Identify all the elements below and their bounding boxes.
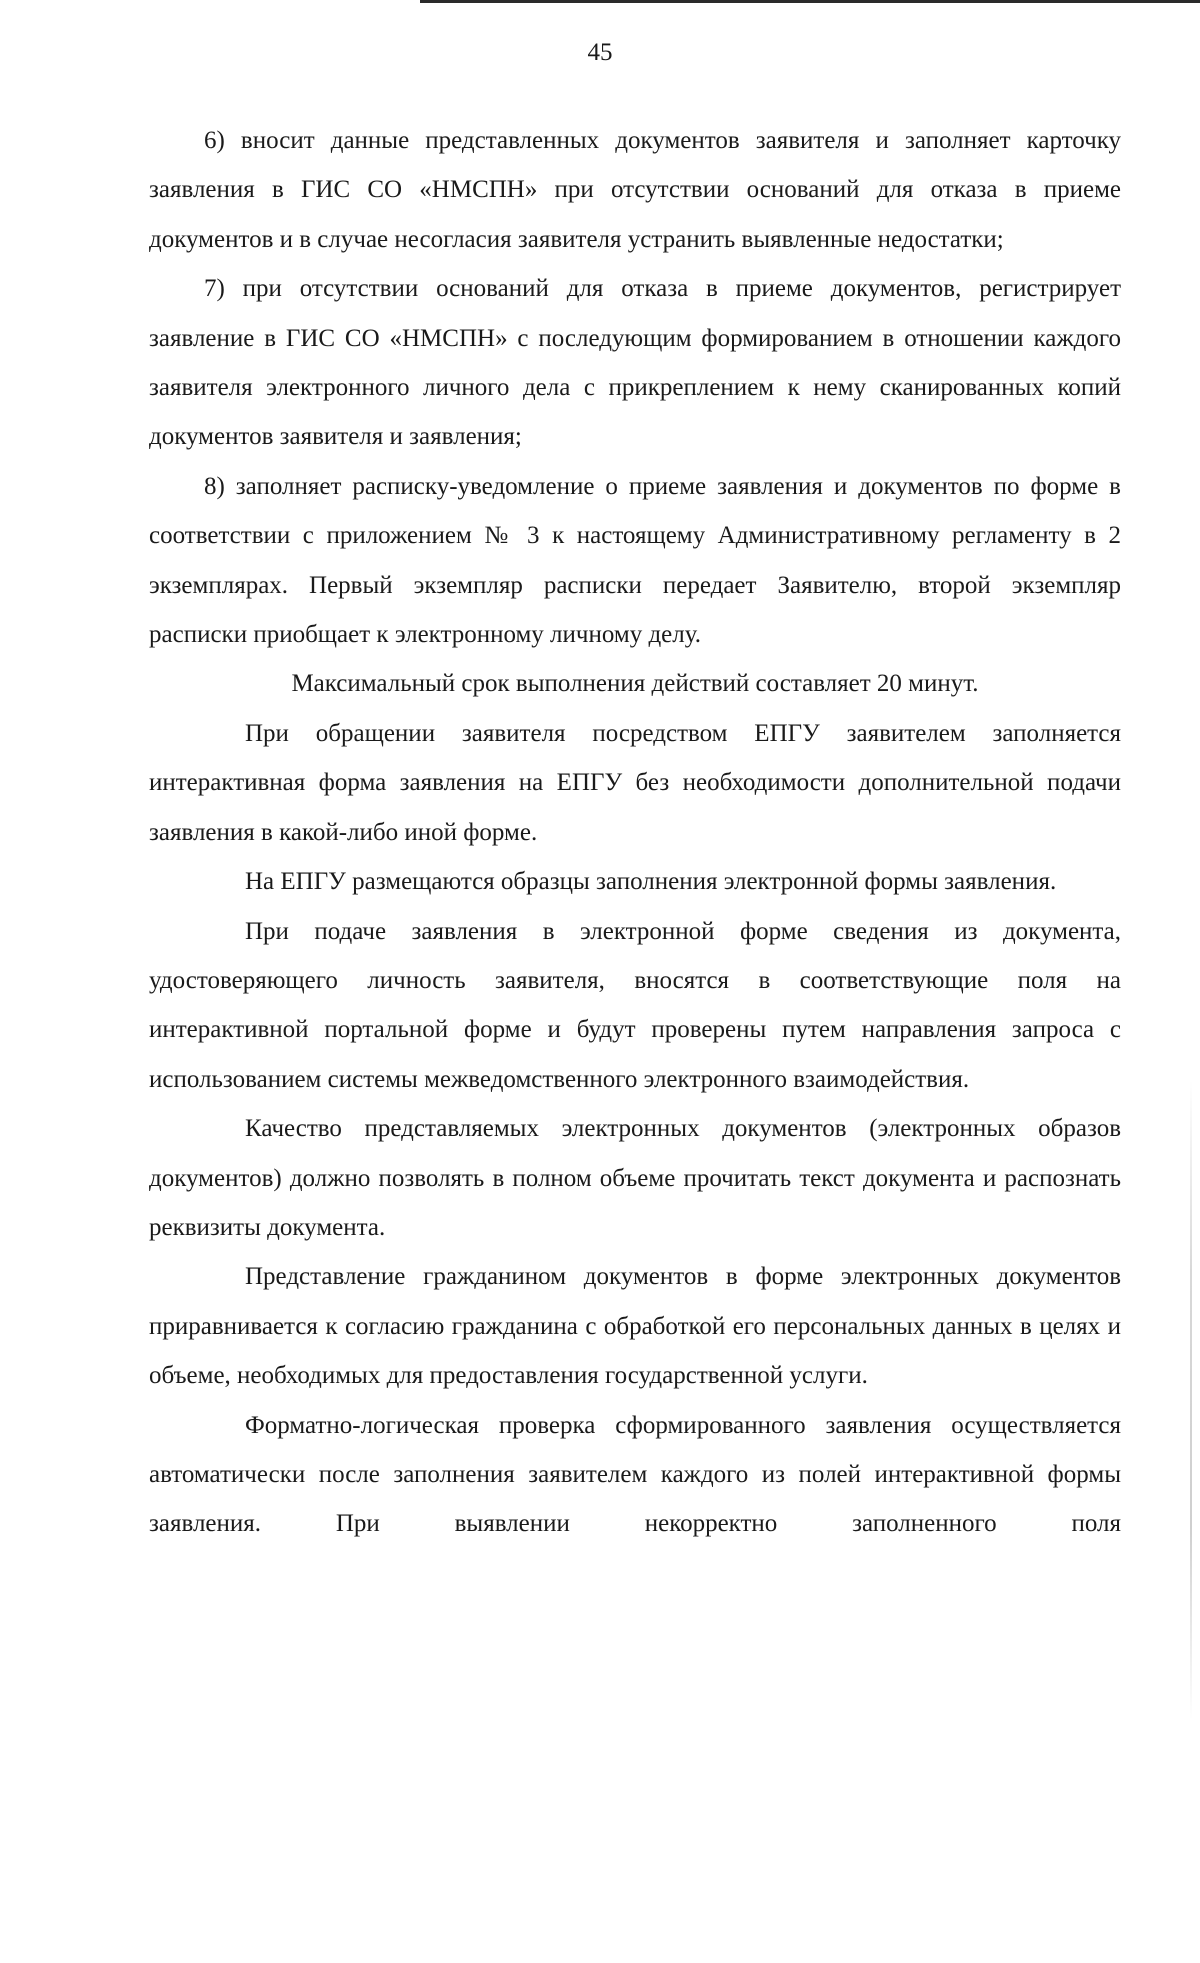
paragraph-format-check: Форматно-логическая проверка сформированного заявления осуществляется автоматически после заполнения заявителем каждого из полей интерактивной формы заявления. При выявлении некорректно заполненного поля — [149, 1411, 1121, 1538]
paragraph-document-quality: Качество представляемых электронных документов (электронных образов документов) должно позволять в полном объеме прочитать текст документа и распознать реквизиты документа. — [149, 1115, 1121, 1241]
paragraph-item-7: 7) при отсутствии оснований для отказа в приеме документов, регистрирует заявление в ГИС СО «НМСПН» с последующим формированием в отношении каждого заявителя электронного личного дела с прикреплением к нему сканированных копий документов заявителя и заявления; — [149, 275, 1121, 451]
paragraph-epgu-form: При обращении заявителя посредством ЕПГУ заявителем заполняется интерактивная форма заявления на ЕПГУ без необходимости дополнительной подачи заявления в какой-либо иной форме. — [149, 719, 1121, 846]
paragraph-item-6: 6) вносит данные представленных документов заявителя и заполняет карточку заявления в ГИС СО «НМСПН» при отсутствии оснований для отказа в приеме документов и в случае несогласия заявителя устранить выявленные недостатки; — [149, 127, 1121, 253]
scan-edge-shadow — [1190, 1080, 1192, 1720]
paragraph-item-8: 8) заполняет расписку-уведомление о приеме заявления и документов по форме в соответствии с приложением № 3 к настоящему Административному регламенту в 2 экземплярах. Первый экземпляр расписки передает Заявителю, второй экземпляр расписки приобщает к электронному личному делу. — [149, 472, 1121, 649]
paragraph-personal-data-consent: Представление гражданином документов в форме электронных документов приравнивается к согласию гражданина с обработкой его персональных данных в целях и объеме, необходимых для предоставления государственной услуги. — [149, 1263, 1121, 1390]
paragraph-epgu-samples: На ЕПГУ размещаются образцы заполнения электронной формы заявления. — [245, 868, 1057, 896]
page-number: 45 — [587, 39, 613, 66]
paragraph-identity-document: При подаче заявления в электронной форме сведения из документа, удостоверяющего личность заявителя, вносятся в соответствующие поля на интерактивной портальной форме и будут проверены путем направления запроса с использованием системы межведомственного электронного взаимодействия. — [149, 917, 1121, 1093]
scan-border-line — [420, 0, 1200, 3]
document-body — [149, 116, 1121, 1549]
paragraph-max-time: Максимальный срок выполнения действий составляет 20 минут. — [291, 670, 979, 698]
